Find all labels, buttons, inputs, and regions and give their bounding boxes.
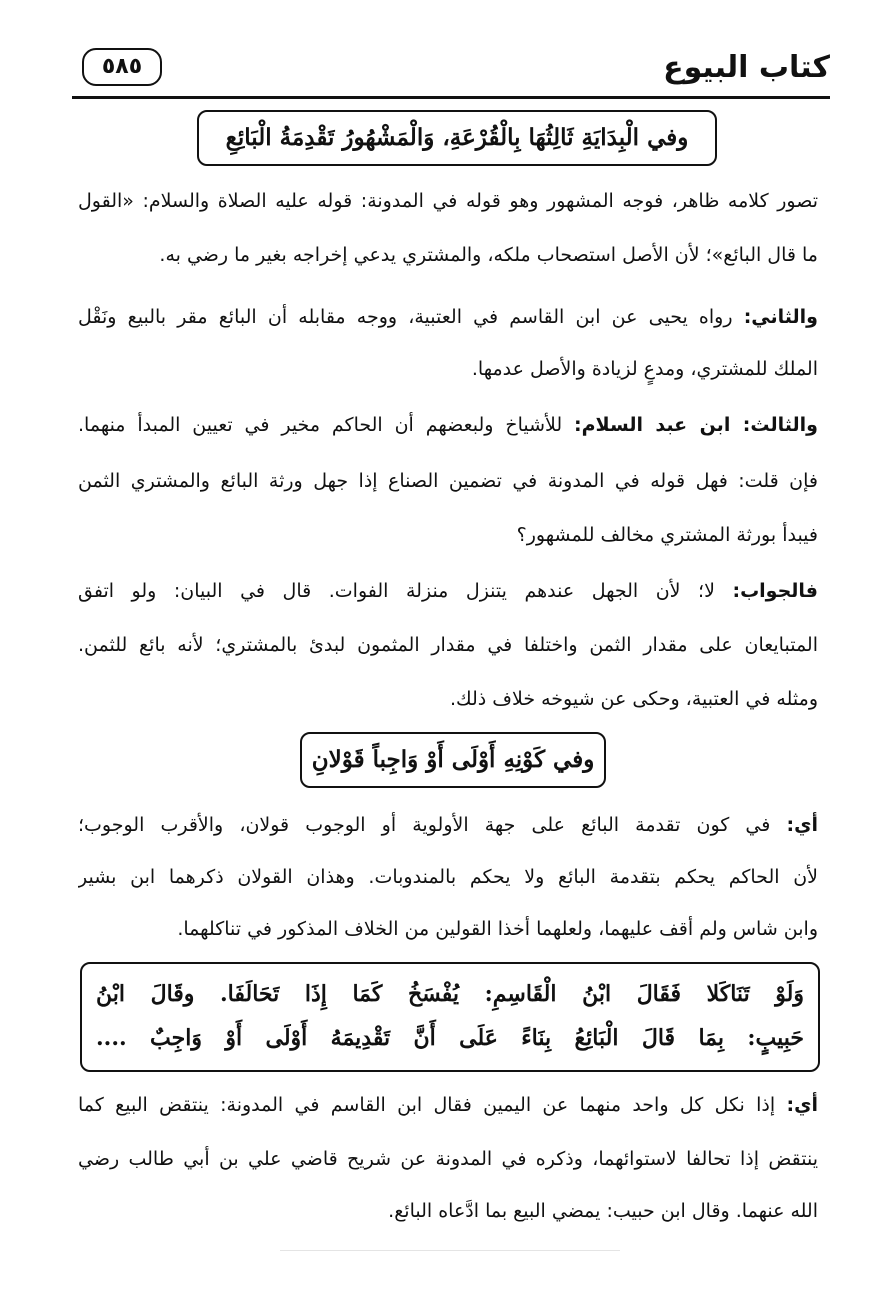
para4-line2	[78, 520, 818, 554]
para5-text3: ومثله في العتبية، وحكى عن شيوخه خلاف ذلك.	[449, 688, 818, 710]
page-header	[72, 44, 830, 99]
para2-text1: رواه يحيى عن ابن القاسم في العتبية، ووجه مقابله أن البائع مقر بالبيع ونَقْل	[78, 306, 744, 328]
para5-line1	[78, 576, 818, 610]
para7-line3	[78, 1196, 818, 1230]
para3-text1: للأشياخ ولبعضهم أن الحاكم مخير في تعيين المبدأ منهما.	[78, 414, 575, 436]
para5-line2	[78, 630, 818, 664]
para3-lead: والثالث:	[742, 414, 818, 436]
book-title: كتاب البيوع	[663, 50, 830, 85]
matn3-line2: حَبِيبٍ: بِمَا قَالَ الْبَائِعُ بِنَاءً عَلَى أَنَّ تَقْدِيمَهُ أَوْلَى أَوْ وَاجِبٌ ....	[96, 1025, 804, 1051]
para7-lead: أي:	[786, 1094, 818, 1116]
para6-line1	[78, 810, 818, 844]
para1-text1: تصور كلامه ظاهر، فوجه المشهور وهو قوله في المدونة: قوله عليه الصلاة والسلام: «القول	[78, 190, 818, 212]
para6-text2: لأن الحاكم يحكم بتقدمة البائع ولا يحكم بالمندوبات. وهذان القولان ذكرهما ابن بشير	[78, 866, 818, 888]
para1-line1	[78, 186, 818, 220]
para6-text3: وابن شاس ولم أقف عليهما، ولعلهما أخذا القولين من الخلاف المذكور في تناكلهما.	[177, 918, 818, 940]
para3-line1	[78, 410, 818, 444]
para7-line2	[78, 1144, 818, 1178]
para1-text2: ما قال البائع»؛ لأن الأصل استصحاب ملكه، والمشتري يدعي إخراجه بغير ما رضي به.	[159, 244, 818, 266]
para3-name: ابن عبد السلام:	[574, 414, 743, 436]
para2-lead: والثاني:	[743, 306, 818, 328]
para7-text3: الله عنهما. وقال ابن حبيب: يمضي البيع بما ادَّعاه البائع.	[388, 1200, 818, 1222]
para7-text1: إذا نكل كل واحد منهما عن اليمين فقال ابن القاسم في المدونة: ينتقض البيع كما	[78, 1094, 787, 1116]
para2-line2	[78, 354, 818, 388]
para4-text2: فيبدأ بورثة المشتري مخالف للمشهور؟	[516, 524, 818, 546]
para2-text2: الملك للمشتري، ومدعٍ لزيادة والأصل عدمها.	[471, 358, 818, 380]
para2-line1	[78, 302, 818, 336]
matn-box-1: وفي الْبِدَايَةِ ثَالِثُهَا بِالْقُرْعَةِ، وَالْمَشْهُورُ تَقْدِمَةُ الْبَائِعِ	[197, 110, 717, 166]
para1-line2	[78, 240, 818, 274]
para6-line3	[78, 914, 818, 948]
para5-text1: لا؛ لأن الجهل عندهم يتنزل منزلة الفوات. قال في البيان: ولو اتفق	[78, 580, 733, 602]
para4-line1	[78, 466, 818, 500]
footer-rule	[280, 1250, 620, 1251]
para7-text2: ينتقض إذا تحالفا لاستوائهما، وذكره في المدونة عن شريح قاضي علي بن أبي طالب رضي	[78, 1148, 818, 1170]
page-number: ٥٨٥	[82, 48, 162, 86]
matn3-line1: وَلَوْ تَنَاكَلا فَقَالَ ابْنُ الْقَاسِمِ: يُفْسَخُ كَمَا إِذَا تَحَالَفَا. وقَالَ ابْنُ	[96, 981, 804, 1007]
matn-box-2: وفي كَوْنِهِ أَوْلَى أَوْ وَاجِباً قَوْلانِ	[300, 732, 606, 788]
para5-lead: فالجواب:	[732, 580, 818, 602]
para6-text1: في كون تقدمة البائع على جهة الأولوية أو الوجوب قولان، والأقرب الوجوب؛	[78, 814, 787, 836]
para6-lead: أي:	[786, 814, 818, 836]
matn-box-3	[80, 962, 820, 1072]
para4-text1: فإن قلت: فهل قوله في المدونة في تضمين الصناع إذا جهل ورثة البائع والمشتري الثمن	[78, 470, 818, 492]
para5-line3	[78, 684, 818, 718]
para5-text2: المتبايعان على مقدار الثمن واختلفا في مقدار المثمون لبدئ بالمشتري؛ لأنه بائع للثمن.	[78, 634, 818, 656]
para7-line1	[78, 1090, 818, 1124]
para6-line2	[78, 862, 818, 896]
